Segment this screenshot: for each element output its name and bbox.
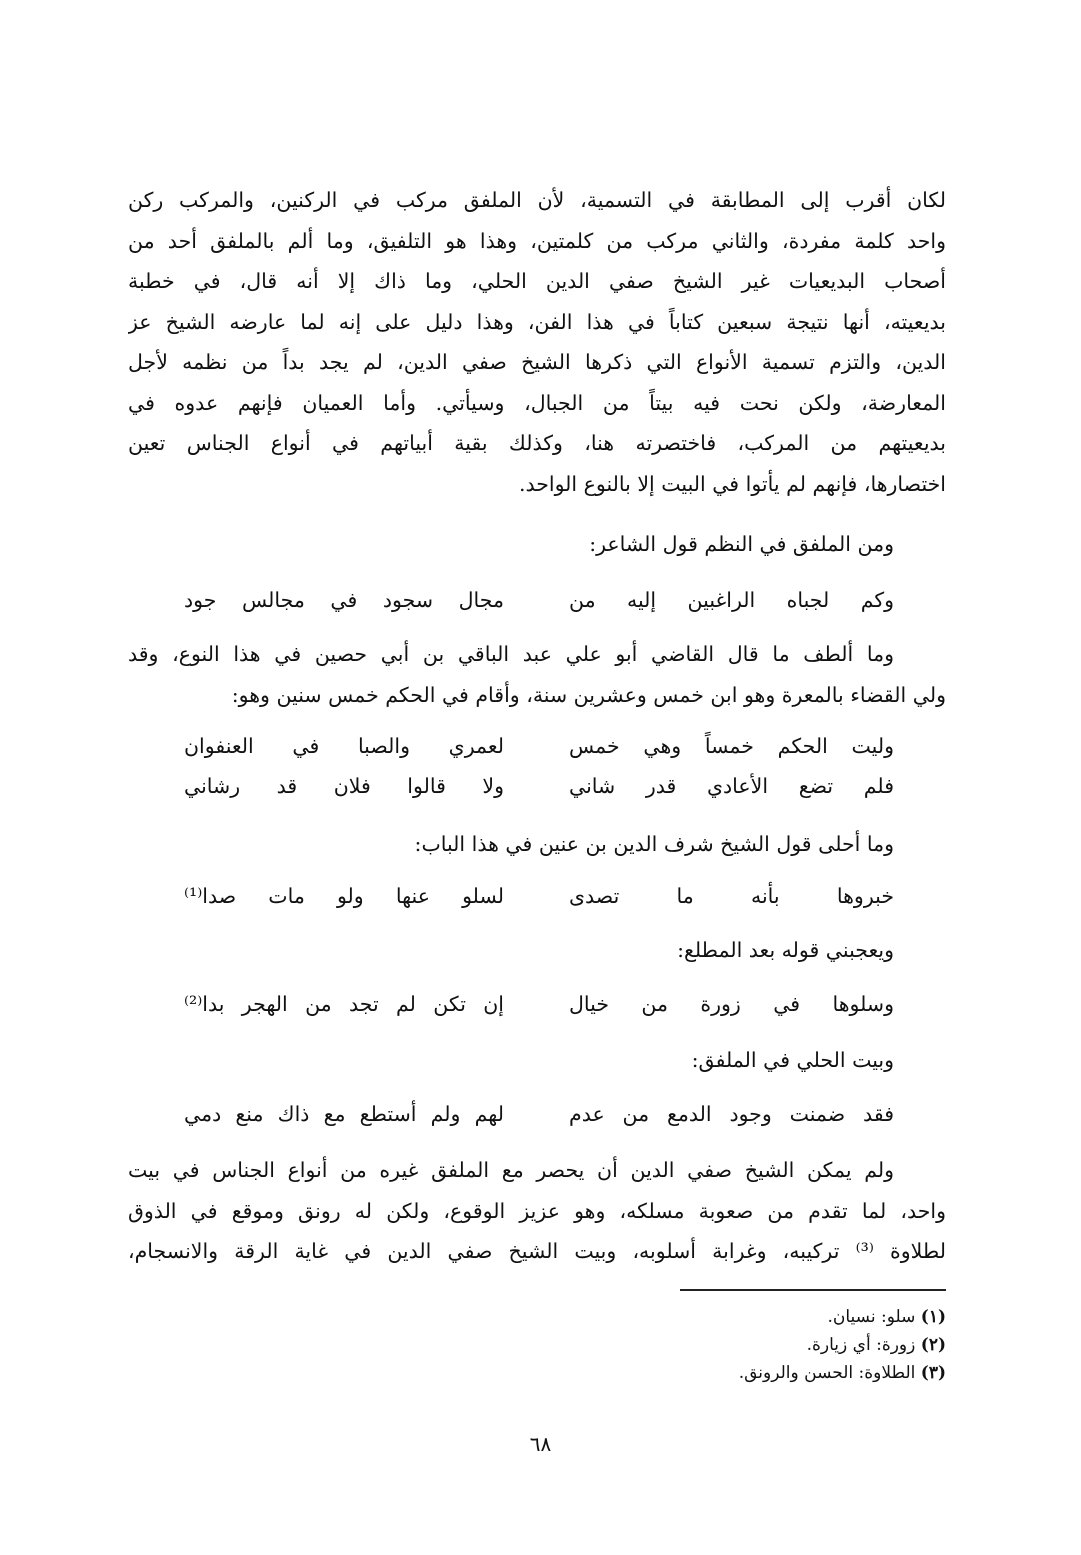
text-line: واحد كلمة مفردة، والثاني مركب من كلمتين، وهذا هو التلفيق، وما ألم بالملفق أحد من (128, 228, 946, 253)
footnote-text: زورة: أي زيارة. (806, 1335, 916, 1355)
verse-3 (128, 876, 946, 916)
second-hemistich: لعمري والصبا في العنفوان (184, 734, 504, 758)
verse-row (128, 726, 946, 766)
intro-line: ويعجبني قوله بعد المطلع: (677, 938, 894, 962)
intro-line: ومن الملفق في النظم قول الشاعر: (589, 532, 894, 556)
footnote-3 (739, 1359, 946, 1387)
text-line: ولي القضاء بالمعرة وهو ابن خمس وعشرين سنة، وأقام في الحكم خمس سنين وهو: (231, 682, 946, 707)
text-line: وما ألطف ما قال القاضي أبو علي عبد الباقي بن أبي حصين في هذا النوع، وقد (128, 642, 894, 666)
intro-line: وما أحلى قول الشيخ شرف الدين بن عنين في هذا الباب: (414, 832, 894, 856)
verse-2 (128, 726, 946, 806)
footnote-text: سلو: نسيان. (827, 1307, 916, 1327)
verse-row (128, 580, 946, 620)
verse-row (128, 766, 946, 806)
verse-5 (128, 1094, 946, 1134)
paragraph-2 (128, 634, 946, 715)
text-line: الدين، والتزم تسمية الأنواع التي ذكرها الشيخ صفي الدين، لم يجد بداً من نظمه لأجل (128, 350, 946, 374)
verse-row (128, 876, 946, 916)
paragraph-1 (128, 180, 946, 504)
footnote-number: (٢) (920, 1335, 946, 1355)
second-hemistich: لهم ولم أستطع مع ذاك منع دمي (184, 1102, 504, 1126)
footnote-separator (680, 1289, 946, 1291)
verse-row (128, 1094, 946, 1134)
second-hemistich: لسلو عنها ولو مات صدا⁽¹⁾ (184, 884, 504, 908)
footnotes (739, 1303, 946, 1387)
text-line: المعارضة، ولكن نحت فيه بيتاً من الجبال، وسيأتي. وأما العميان فإنهم عدوه في (128, 390, 946, 415)
text-line: أصحاب البديعيات غير الشيخ صفي الدين الحلي، وما ذاك إلا أنه قال، في خطبة (128, 269, 946, 293)
verse-row (128, 984, 946, 1024)
footnote-number: (١) (920, 1307, 946, 1327)
footnote-1 (739, 1303, 946, 1331)
first-hemistich: وكم لجباه الراغبين إليه من (569, 588, 894, 612)
first-hemistich: فقد ضمنت وجود الدمع من عدم (569, 1102, 894, 1126)
first-hemistich: وسلوها في زورة من خيال (569, 992, 894, 1016)
text-line: واحد، لما تقدم من صعوبة مسلكه، وهو عزيز الوقوع، ولكن له رونق وموقع في الذوق (128, 1198, 946, 1223)
second-hemistich: مجال سجود في مجالس جود (184, 588, 504, 612)
text-line: ولم يمكن الشيخ صفي الدين أن يحصر مع الملفق غيره من أنواع الجناس في بيت (128, 1158, 894, 1182)
intro-3 (128, 930, 946, 970)
footnote-number: (٣) (920, 1363, 946, 1383)
first-hemistich: وليت الحكم خمساً وهي خمس (569, 734, 894, 758)
verse-4 (128, 984, 946, 1024)
text-line: لطلاوة ⁽³⁾ تركيبه، وغرابة أسلوبه، وبيت الشيخ صفي الدين في غاية الرقة والانسجام، (128, 1239, 946, 1263)
first-hemistich: فلم تضع الأعادي قدر شاني (569, 774, 894, 798)
text-line: اختصارها، فإنهم لم يأتوا في البيت إلا بالنوع الواحد. (518, 471, 946, 496)
second-hemistich: ولا قالوا فلان قد رشاني (184, 774, 504, 798)
footnote-2 (739, 1331, 946, 1359)
verse-1 (128, 580, 946, 620)
intro-1 (128, 524, 946, 564)
intro-4 (128, 1040, 946, 1080)
text-line: بديعيته، أنها نتيجة سبعين كتاباً في هذا الفن، وهذا دليل على إنه لما عارضه الشيخ عز (128, 309, 946, 334)
intro-2 (128, 824, 946, 864)
first-hemistich: خبروها بأنه ما تصدى (569, 884, 894, 908)
footnote-text: الطلاوة: الحسن والرونق. (738, 1363, 916, 1383)
intro-line: وبيت الحلي في الملفق: (691, 1048, 894, 1072)
second-hemistich: إن تكن لم تجد من الهجر بدا⁽²⁾ (184, 992, 504, 1016)
text-line: بديعيتهم من المركب، فاختصرته هنا، وكذلك بقية أبياتهم في أنواع الجناس تعين (128, 431, 946, 455)
page-number: ٦٨ (529, 1432, 552, 1456)
paragraph-3 (128, 1150, 946, 1272)
text-line: لكان أقرب إلى المطابقة في التسمية، لأن الملفق مركب في الركنين، والمركب ركن (128, 188, 946, 212)
